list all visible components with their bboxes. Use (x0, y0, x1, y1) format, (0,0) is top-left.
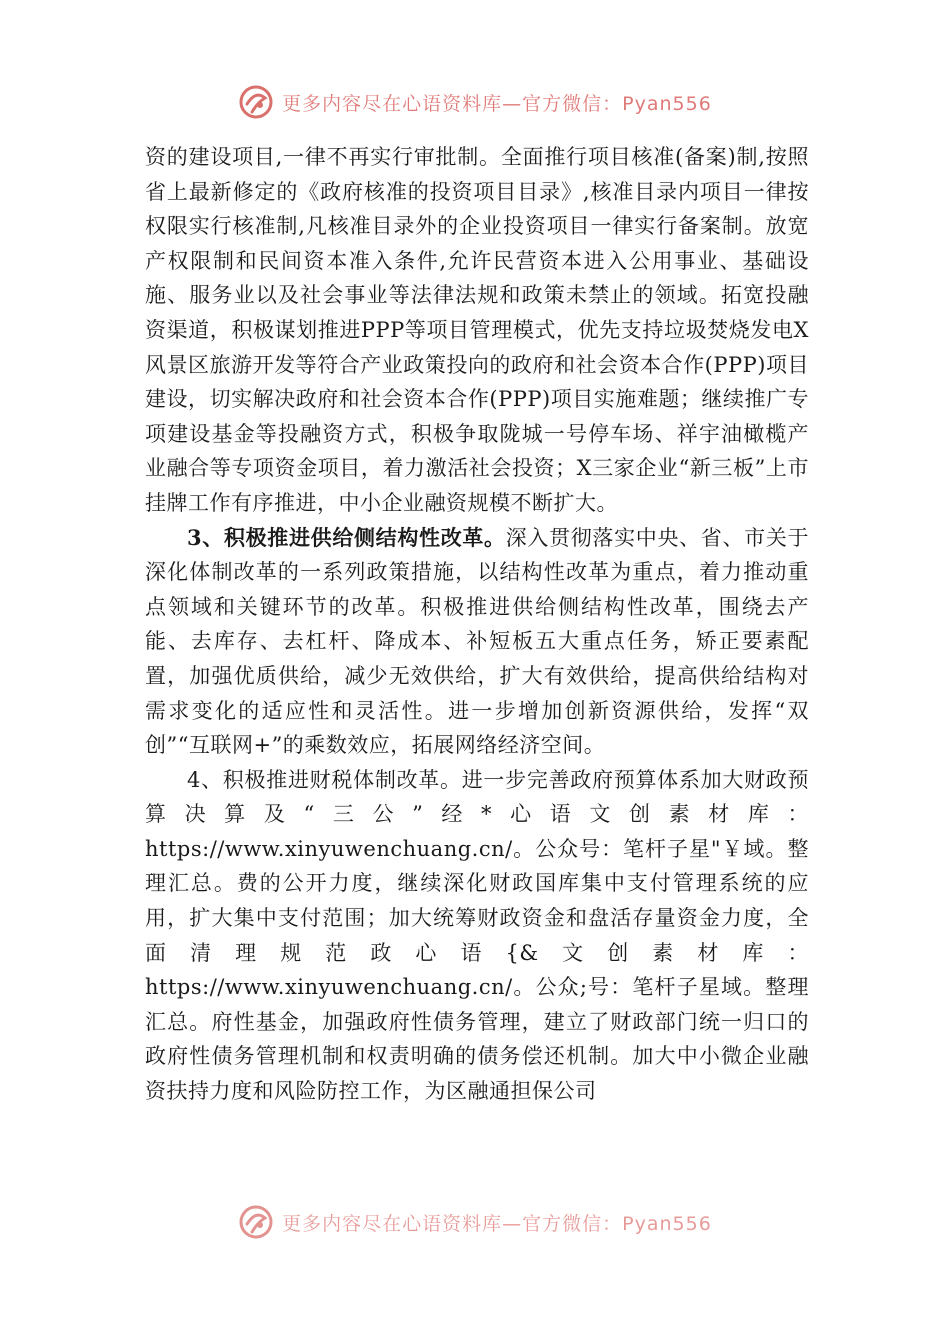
watermark-text: 更多内容尽在心语资料库—官方微信：Pyan556 (282, 1212, 712, 1235)
paragraph-fiscal-reform: 4、积极推进财税体制改革。进一步完善政府预算体系加大财政预算决算及“三公”经*心语文创素材库：https://www.xinyuwenchuang.cn/。公众号：笔杆子星"￥域。整理汇总。费的公开力度，继续深化财政国库集中支付管理系统的应用，扩大集中支付范围；加大统筹财政资金和盘活存量资金力度，全面清理规范政心语{&文创素材库：https://www.xinyuwenchuang.cn/。公众;号：笔杆子星域。整理汇总。府性基金，加强政府性债务管理，建立了财政部门统一归口的政府性债务管理机制和权责明确的债务偿还机制。加大中小微企业融资扶持力度和风险防控工作，为区融通担保公司 (145, 767, 809, 1104)
watermark-logo-icon (238, 84, 274, 120)
watermark-logo-icon (238, 1204, 274, 1240)
watermark-text: 更多内容尽在心语资料库—官方微信：Pyan556 (282, 92, 712, 115)
section-heading-3: 3、积极推进供给侧结构性改革。 (187, 524, 506, 550)
paragraph-supply-side-reform (145, 521, 809, 763)
paragraph-supply-side-body: 深入贯彻落实中央、省、市关于深化体制改革的一系列政策措施，以结构性改革为重点，着力推动重点领域和关键环节的改革。积极推进供给侧结构性改革，围绕去产能、去库存、去杠杆、降成本、补短板五大重点任务，矫正要素配置，加强优质供给，减少无效供给，扩大有效供给，提高供给结构对需求变化的适应性和灵活性。进一步增加创新资源供给，发挥“双创”“互联网+”的乘数效应，拓展网络经济空间。 (145, 525, 809, 758)
paragraph-investment: 资的建设项目,一律不再实行审批制。全面推行项目核准(备案)制,按照省上最新修定的《政府核准的投资项目目录》,核准目录内项目一律按权限实行核准制,凡核准目录外的企业投资项目一律实行备案制。放宽产权限制和民间资本准入条件,允许民营资本进入公用事业、基础设施、服务业以及社会事业等法律法规和政策未禁止的领域。拓宽投融资渠道，积极谋划推进PPP等项目管理模式，优先支持垃圾焚烧发电X风景区旅游开发等符合产业政策投向的政府和社会资本合作(PPP)项目建设，切实解决政府和社会资本合作(PPP)项目实施难题；继续推广专项建设基金等投融资方式，积极争取陇城一号停车场、祥宇油橄榄产业融合等专项资金项目，着力激活社会投资；X三家企业“新三板”上市挂牌工作有序推进，中小企业融资规模不断扩大。 (145, 145, 809, 515)
document-body (145, 140, 809, 1212)
footer-watermark (0, 1202, 950, 1242)
header-watermark (0, 82, 950, 122)
